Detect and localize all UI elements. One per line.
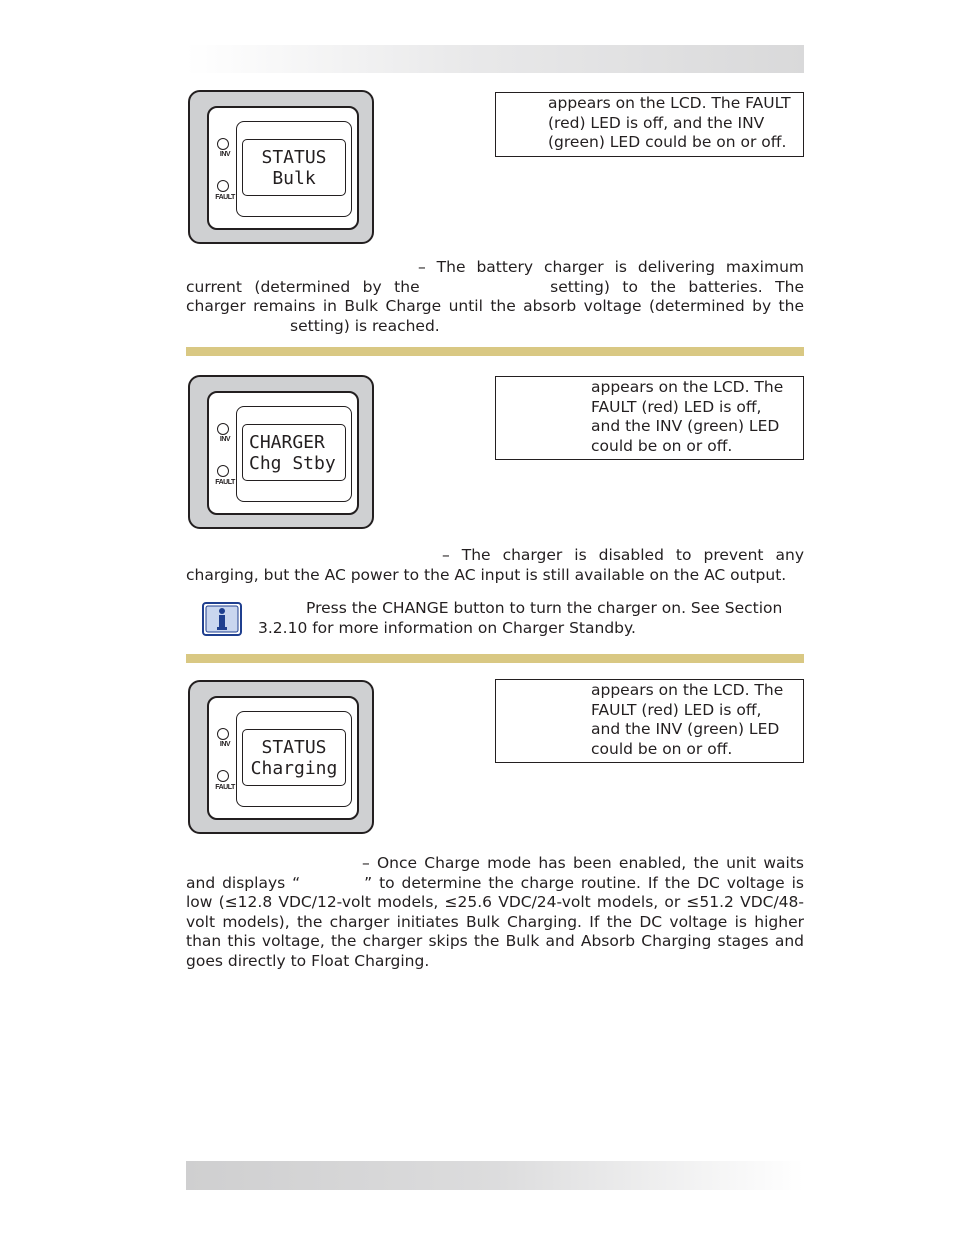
paragraph-part-c: setting) is reached. — [290, 316, 440, 335]
lcd-display — [242, 729, 346, 786]
fault-led-label: FAULT — [215, 784, 235, 791]
lcd-display — [242, 424, 346, 481]
inv-led-label: INV — [219, 436, 231, 443]
callout-charger-standby — [495, 376, 804, 460]
remote-panel-charger-standby — [188, 375, 374, 529]
lcd-line-2: Chg Stby — [249, 452, 336, 474]
paragraph-part-a: – The battery charger is delivering maximum current (determined by the — [186, 258, 804, 296]
inv-led — [217, 138, 229, 150]
fault-led-label: FAULT — [215, 194, 235, 201]
inv-led — [217, 423, 229, 435]
section-divider — [186, 654, 804, 663]
inv-led-label: INV — [219, 151, 231, 158]
fault-led — [217, 180, 229, 192]
lcd-line-2: Charging — [250, 757, 338, 779]
remote-panel-charging — [188, 680, 374, 834]
lcd-line-1: CHARGER — [249, 431, 325, 453]
section-divider — [186, 347, 804, 356]
lcd-line-1: STATUS — [261, 146, 327, 168]
callout-charging — [495, 679, 804, 763]
lcd-frame — [236, 711, 352, 807]
fault-led-label: FAULT — [215, 479, 235, 486]
page-header-bar — [186, 45, 804, 73]
remote-panel-face — [207, 391, 359, 515]
info-note — [258, 599, 798, 638]
remote-panel-face — [207, 106, 359, 230]
paragraph-text: – The charger is disabled to prevent any charging, but the AC power to the AC input is still available on the AC output. — [186, 546, 804, 584]
lcd-frame — [236, 406, 352, 502]
lcd-line-2: Bulk — [272, 167, 316, 189]
callout-text: appears on the LCD. The FAULT (red) LED is off, and the INV (green) LED could be on or off. — [591, 378, 784, 455]
paragraph-charger-standby — [186, 546, 804, 585]
callout-bulk — [495, 92, 804, 157]
lcd-line-1: STATUS — [261, 736, 327, 758]
paragraph-part-b: ” to determine the charge routine. If the DC voltage is low (≤12.8 VDC/12-volt models, ≤25.6 VDC/24-volt models, or ≤51.2 VDC/48-volt models), the charger initiates Bulk Charging. If the DC voltage is higher than this voltage, the charger skips the Bulk and Absorb Charging stages and goes directly to Float Charging. — [186, 873, 804, 970]
paragraph-part-a: – Once Charge mode has been enabled, the unit waits and displays “ — [186, 854, 804, 892]
fault-led — [217, 465, 229, 477]
inv-led — [217, 728, 229, 740]
paragraph-bulk — [186, 258, 804, 336]
lcd-display — [242, 139, 346, 196]
info-icon — [202, 602, 242, 636]
info-note-text: Press the CHANGE button to turn the charger on. See Section 3.2.10 for more information on Charger Standby. — [258, 599, 783, 637]
fault-led — [217, 770, 229, 782]
inv-led-label: INV — [219, 741, 231, 748]
page-footer-bar — [186, 1161, 804, 1190]
paragraph-charging — [186, 854, 804, 971]
lcd-frame — [236, 121, 352, 217]
paragraph-part-b: setting) to the batteries. The charger remains in Bulk Charge until the absorb voltage (determined by the — [186, 277, 805, 315]
callout-text: appears on the LCD. The FAULT (red) LED is off, and the INV (green) LED could be on or off. — [548, 94, 791, 151]
remote-panel-face — [207, 696, 359, 820]
remote-panel-bulk — [188, 90, 374, 244]
callout-text: appears on the LCD. The FAULT (red) LED is off, and the INV (green) LED could be on or off. — [591, 681, 784, 758]
